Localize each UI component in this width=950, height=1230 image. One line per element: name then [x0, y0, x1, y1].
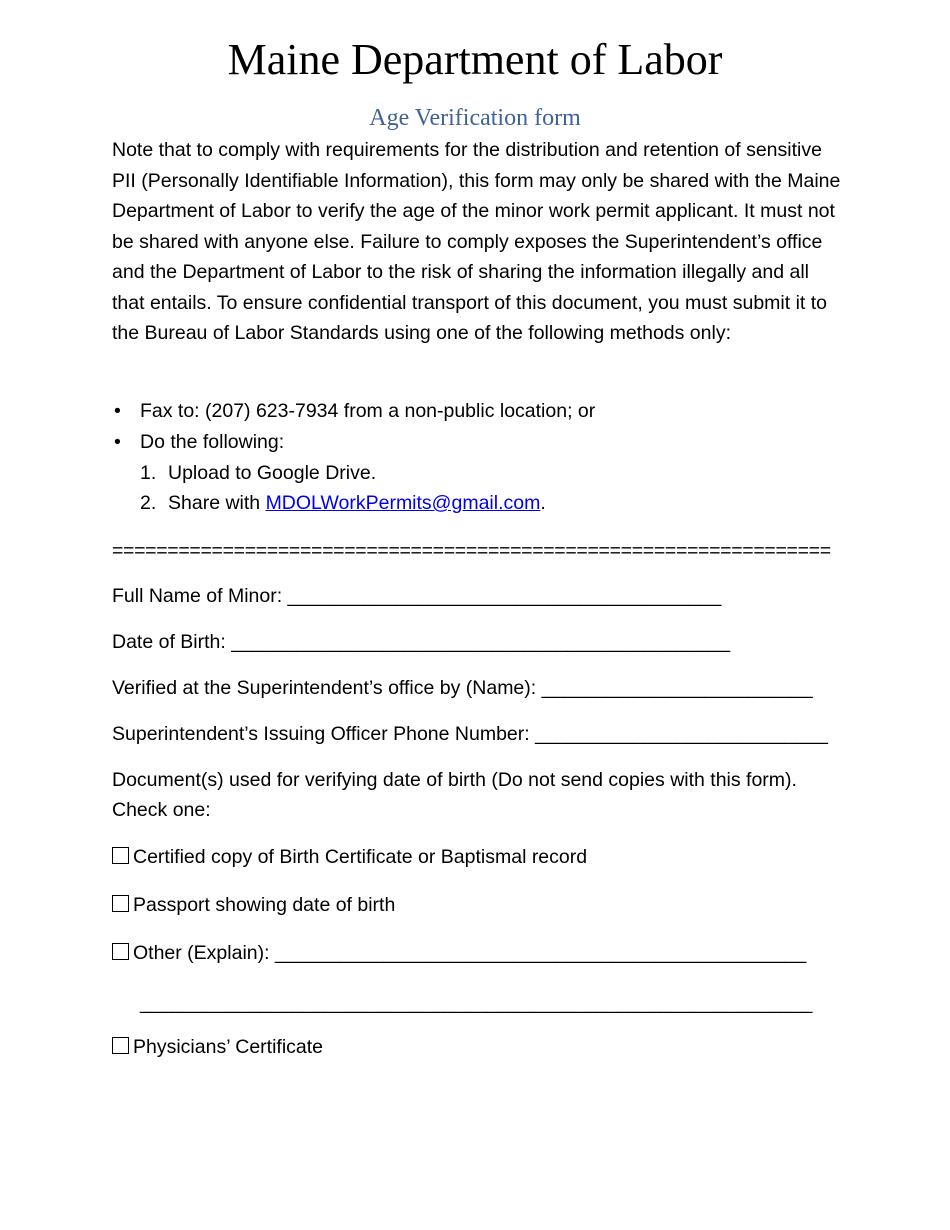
bullet-fax: Fax to: (207) 623-7934 from a non-public location; or	[140, 400, 596, 422]
phone-field[interactable]: Superintendent’s Issuing Officer Phone Number: ___________________________	[112, 723, 828, 745]
separator: =================================================================	[112, 540, 831, 562]
step-text: Upload to Google Drive.	[168, 462, 377, 484]
step-text-prefix: Share with	[168, 492, 266, 514]
email-link[interactable]: MDOLWorkPermits@gmail.com	[265, 492, 541, 514]
bullet-icon: •	[114, 400, 121, 422]
option-label: Certified copy of Birth Certificate or Baptismal record	[133, 846, 588, 868]
dob-field[interactable]: Date of Birth: ______________________________________________	[112, 631, 731, 653]
option-label: Physicians’ Certificate	[133, 1036, 324, 1058]
checkbox-icon[interactable]	[112, 943, 129, 960]
option-label: Other (Explain): _________________________________________________	[133, 942, 807, 964]
option-birth-certificate[interactable]	[112, 843, 587, 871]
checkbox-icon[interactable]	[112, 895, 129, 912]
checkbox-icon[interactable]	[112, 847, 129, 864]
step-number: 2.	[140, 492, 157, 514]
intro-paragraph: Note that to comply with requirements for the distribution and retention of sensitive PII (Personally Identifiable Information), this form may only be shared with the Maine Department of Labor to verify the age of the minor work permit applicant. It must not be shared with anyone else. Failure to comply exposes the Superintendent’s office and the Department of Labor to the risk of sharing the information illegally and all that entails. To ensure confidential transport of this document, you must submit it to the Bureau of Labor Standards using one of the following methods only:	[112, 139, 841, 344]
option-label: Passport showing date of birth	[133, 894, 396, 916]
step-number: 1.	[140, 462, 157, 484]
option-passport[interactable]	[112, 891, 395, 919]
bullet-icon: •	[114, 431, 121, 453]
verified-by-field[interactable]: Verified at the Superintendent’s office by (Name): _________________________	[112, 677, 813, 699]
step-1	[140, 459, 376, 487]
step-text-suffix: .	[540, 492, 546, 514]
check-one-label: Check one:	[112, 799, 211, 821]
other-explain-line[interactable]: ______________________________________________________________	[140, 992, 813, 1014]
full-name-field[interactable]: Full Name of Minor: ________________________________________	[112, 585, 722, 607]
bullet-do-following: Do the following:	[140, 431, 285, 453]
form-subtitle: Age Verification form	[369, 105, 581, 131]
option-other[interactable]	[112, 939, 806, 967]
checkbox-icon[interactable]	[112, 1037, 129, 1054]
page-title: Maine Department of Labor	[227, 35, 723, 84]
step-2	[140, 489, 546, 517]
option-physicians[interactable]	[112, 1033, 323, 1061]
documents-instructions: Document(s) used for verifying date of birth (Do not send copies with this form).	[112, 769, 797, 791]
